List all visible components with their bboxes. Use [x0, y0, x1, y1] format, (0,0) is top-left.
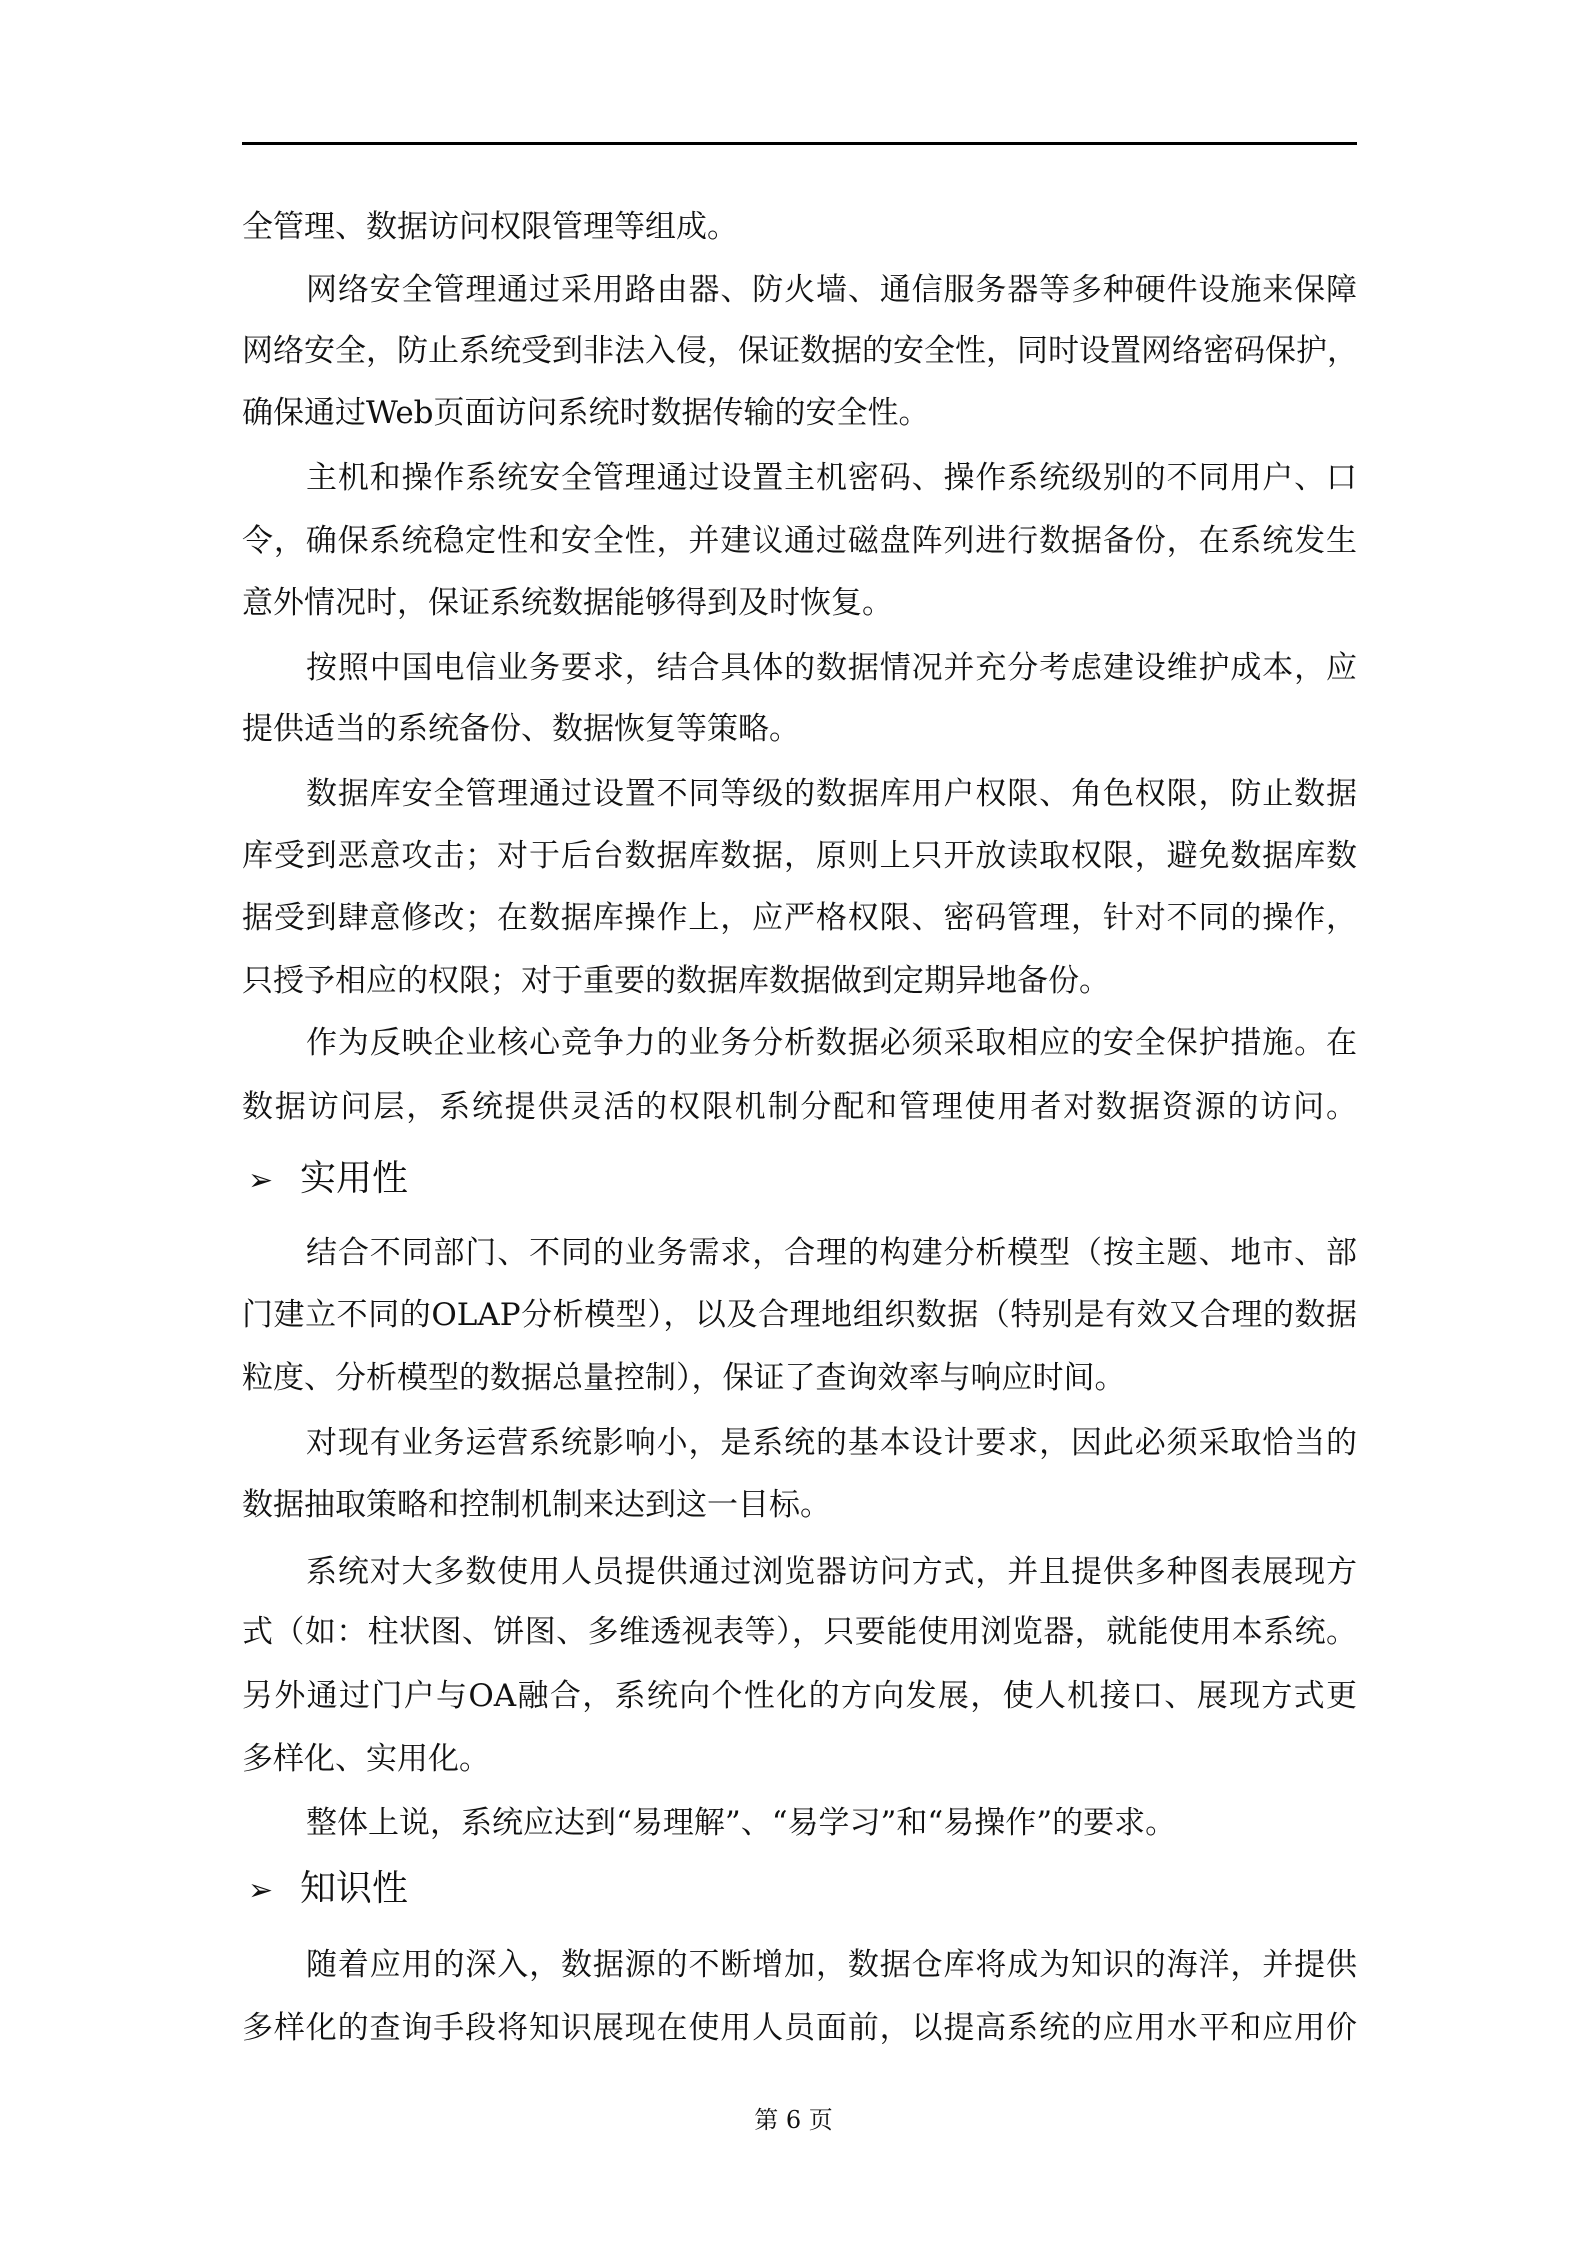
text-line: 结合不同部门、不同的业务需求，合理的构建分析模型（按主题、地市、部 [306, 1235, 1357, 1271]
text-line: 据受到肆意修改；在数据库操作上，应严格权限、密码管理，针对不同的操作， [242, 900, 1357, 936]
text-line: 式（如：柱状图、饼图、多维透视表等），只要能使用浏览器，就能使用本系统。 [242, 1614, 1357, 1650]
text-line: 库受到恶意攻击；对于后台数据库数据，原则上只开放读取权限，避免数据库数 [242, 838, 1357, 874]
text-line: 全管理、数据访问权限管理等组成。 [242, 209, 738, 245]
text-line: 门建立不同的OLAP分析模型），以及合理地组织数据（特别是有效又合理的数据 [242, 1297, 1357, 1333]
header-rule [242, 142, 1357, 145]
heading-text: 实用性 [300, 1158, 409, 1199]
page-number: 第 6 页 [754, 2106, 833, 2134]
text-line: 网络安全，防止系统受到非法入侵，保证数据的安全性，同时设置网络密码保护， [242, 333, 1358, 369]
heading-text: 知识性 [300, 1868, 409, 1909]
arrow-bullet-icon: ➢ [248, 1873, 274, 1908]
text-line: 系统对大多数使用人员提供通过浏览器访问方式，并且提供多种图表展现方 [306, 1554, 1357, 1590]
text-line: 按照中国电信业务要求，结合具体的数据情况并充分考虑建设维护成本，应 [306, 650, 1357, 686]
section-heading-practicality [248, 1157, 408, 1201]
text-line: 作为反映企业核心竞争力的业务分析数据必须采取相应的安全保护措施。在 [306, 1025, 1357, 1061]
text-line: 令，确保系统稳定性和安全性，并建议通过磁盘阵列进行数据备份，在系统发生 [242, 523, 1357, 559]
text-line: 只授予相应的权限；对于重要的数据库数据做到定期异地备份。 [242, 963, 1110, 999]
text-line: 意外情况时，保证系统数据能够得到及时恢复。 [242, 585, 893, 621]
section-heading-knowledge [248, 1867, 408, 1911]
text-line: 随着应用的深入，数据源的不断增加，数据仓库将成为知识的海洋，并提供 [306, 1947, 1357, 1983]
text-line: 主机和操作系统安全管理通过设置主机密码、操作系统级别的不同用户、口 [306, 460, 1357, 496]
text-line: 多样化、实用化。 [242, 1741, 490, 1777]
text-line: 提供适当的系统备份、数据恢复等策略。 [242, 711, 800, 747]
text-line: 数据抽取策略和控制机制来达到这一目标。 [242, 1487, 831, 1523]
text-line: 网络安全管理通过采用路由器、防火墙、通信服务器等多种硬件设施来保障 [306, 272, 1357, 308]
text-line: 粒度、分析模型的数据总量控制），保证了查询效率与响应时间。 [242, 1360, 1126, 1396]
text-line: 另外通过门户与OA融合，系统向个性化的方向发展，使人机接口、展现方式更 [242, 1678, 1357, 1714]
text-line: 多样化的查询手段将知识展现在使用人员面前，以提高系统的应用水平和应用价 [242, 2010, 1357, 2046]
text-line: 数据库安全管理通过设置不同等级的数据库用户权限、角色权限，防止数据 [306, 776, 1357, 812]
text-line: 整体上说，系统应达到“易理解”、“易学习”和“易操作”的要求。 [306, 1805, 1177, 1841]
text-line: 数据访问层，系统提供灵活的权限机制分配和管理使用者对数据资源的访问。 [242, 1089, 1357, 1125]
text-line: 对现有业务运营系统影响小，是系统的基本设计要求，因此必须采取恰当的 [306, 1425, 1357, 1461]
arrow-bullet-icon: ➢ [248, 1163, 274, 1198]
text-line: 确保通过Web页面访问系统时数据传输的安全性。 [242, 395, 930, 431]
